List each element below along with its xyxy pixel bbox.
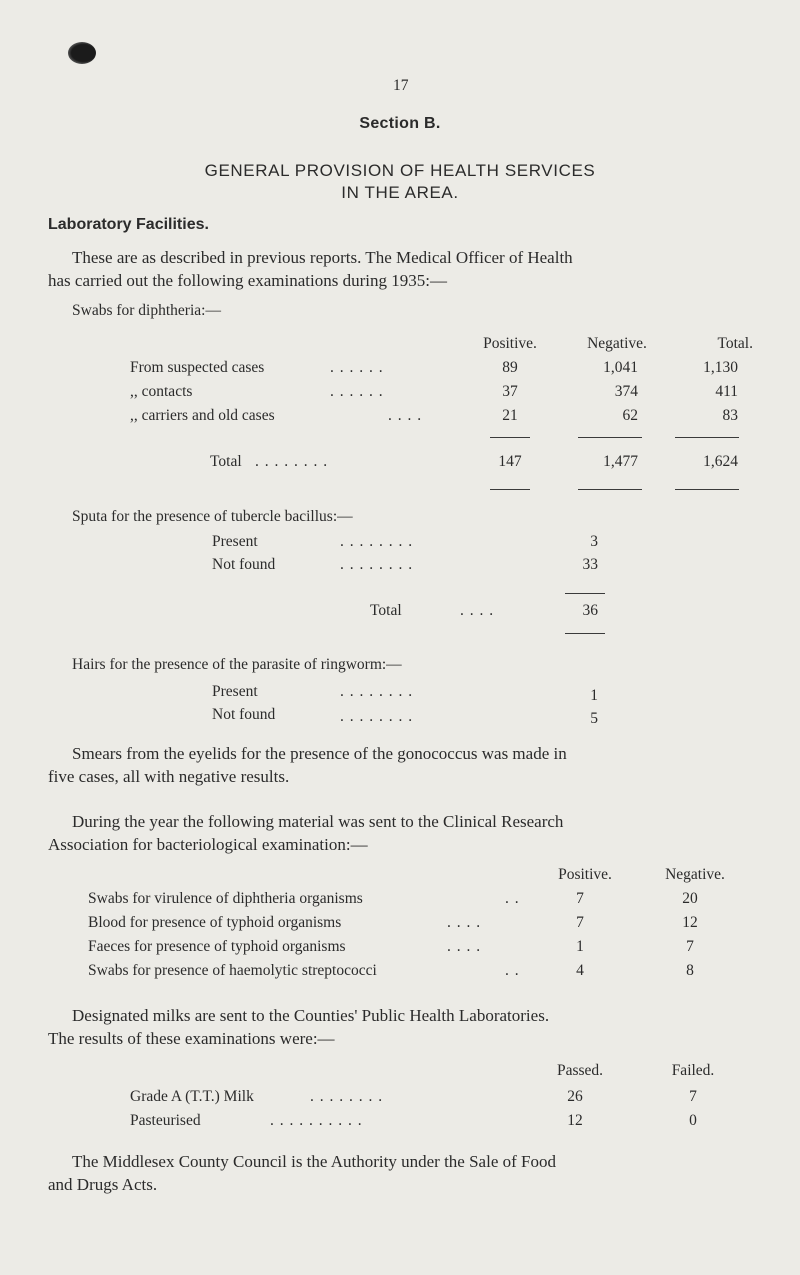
value: 36 <box>582 602 598 619</box>
failed-value: 0 <box>689 1112 697 1129</box>
negative-value: 20 <box>682 890 698 907</box>
dot-leader: . . . . . . <box>330 383 384 400</box>
row-label: Not found <box>212 556 276 573</box>
subheading-laboratory: Laboratory Facilities. <box>48 216 209 233</box>
row-label: ,, contacts <box>130 383 193 400</box>
negative-value: 7 <box>686 938 694 955</box>
page-title-line2: IN THE AREA. <box>341 183 459 202</box>
row-label: Not found <box>212 706 276 723</box>
milk-line2: The results of these examinations were:— <box>48 1029 335 1048</box>
row-label: Swabs for virulence of diphtheria organisms <box>88 890 363 907</box>
dot-leader: . . <box>505 890 520 907</box>
negative-value: 12 <box>682 914 698 931</box>
row-label: From suspected cases <box>130 359 265 376</box>
diphtheria-heading: Swabs for diphtheria:— <box>72 302 221 319</box>
closing-line1: The Middlesex County Council is the Authority under the Sale of Food <box>72 1152 556 1171</box>
failed-value: 7 <box>689 1088 697 1105</box>
rule <box>578 489 642 490</box>
negative-value: 1,041 <box>603 359 638 376</box>
dot-leader: . . <box>505 962 520 979</box>
total-label: Total <box>370 602 402 619</box>
row-label: Pasteurised <box>130 1112 201 1129</box>
dot-leader: . . . . . . . . <box>255 453 329 470</box>
passed-value: 26 <box>567 1088 583 1105</box>
total-value: 83 <box>722 407 738 424</box>
positive-value: 147 <box>498 453 522 470</box>
intro-line2: has carried out the following examinations during 1935:— <box>48 271 447 290</box>
col-passed: Passed. <box>556 1062 604 1079</box>
row-label: Swabs for presence of haemolytic streptococci <box>88 962 377 979</box>
col-total: Total. <box>717 335 753 352</box>
dot-leader: . . . . <box>447 914 482 931</box>
rule <box>490 489 530 490</box>
value: 1 <box>590 687 598 704</box>
col-negative: Negative. <box>665 866 725 883</box>
dot-leader: . . . . . . . . . . <box>270 1112 363 1129</box>
col-positive: Positive. <box>483 335 537 352</box>
page-number: 17 <box>393 77 409 94</box>
positive-value: 1 <box>576 938 584 955</box>
dot-leader: . . . . . . . . <box>340 683 414 700</box>
sputa-heading: Sputa for the presence of tubercle bacillus:— <box>72 508 353 525</box>
rule <box>565 593 605 594</box>
positive-value: 4 <box>576 962 584 979</box>
negative-value: 62 <box>622 407 638 424</box>
rule <box>565 633 605 634</box>
ink-blot <box>68 42 96 64</box>
intro-line1: These are as described in previous reports. The Medical Officer of Health <box>72 248 573 267</box>
section-heading: Section B. <box>359 115 441 132</box>
value: 3 <box>590 533 598 550</box>
row-label: Present <box>212 533 258 550</box>
milk-line1: Designated milks are sent to the Counties' Public Health Laboratories. <box>72 1006 550 1025</box>
positive-value: 89 <box>502 359 518 376</box>
dot-leader: . . . . <box>447 938 482 955</box>
positive-value: 7 <box>576 890 584 907</box>
row-label: ,, carriers and old cases <box>130 407 275 424</box>
col-failed: Failed. <box>671 1062 715 1079</box>
clinical-line1: During the year the following material was sent to the Clinical Research <box>72 812 564 831</box>
hairs-heading: Hairs for the presence of the parasite of ringworm:— <box>72 656 402 673</box>
closing-line2: and Drugs Acts. <box>48 1175 158 1194</box>
rule <box>675 437 739 438</box>
passed-value: 12 <box>567 1112 583 1129</box>
total-value: 411 <box>715 383 738 400</box>
clinical-line2: Association for bacteriological examination:— <box>48 835 368 854</box>
row-label: Present <box>212 683 258 700</box>
positive-value: 7 <box>576 914 584 931</box>
negative-value: 8 <box>686 962 694 979</box>
col-negative: Negative. <box>587 335 647 352</box>
dot-leader: . . . . . . . . <box>340 533 414 550</box>
row-label: Faeces for presence of typhoid organisms <box>88 938 346 955</box>
rule <box>578 437 642 438</box>
negative-value: 1,477 <box>603 453 638 470</box>
dot-leader: . . . . . . . . <box>310 1088 384 1105</box>
row-label: Blood for presence of typhoid organisms <box>88 914 342 931</box>
dot-leader: . . . . <box>388 407 423 424</box>
dot-leader: . . . . <box>460 602 495 619</box>
rule <box>490 437 530 438</box>
rule <box>675 489 739 490</box>
negative-value: 374 <box>614 383 638 400</box>
total-value: 1,624 <box>703 453 738 470</box>
value: 33 <box>582 556 598 573</box>
positive-value: 21 <box>502 407 518 424</box>
positive-value: 37 <box>502 383 518 400</box>
dot-leader: . . . . . . . . <box>340 556 414 573</box>
row-label: Grade A (T.T.) Milk <box>130 1088 254 1105</box>
smears-line1: Smears from the eyelids for the presence of the gonococcus was made in <box>72 744 567 763</box>
value: 5 <box>590 710 598 727</box>
smears-line2: five cases, all with negative results. <box>48 767 290 786</box>
dot-leader: . . . . . . <box>330 359 384 376</box>
page-title-line1: GENERAL PROVISION OF HEALTH SERVICES <box>204 161 596 180</box>
total-value: 1,130 <box>703 359 738 376</box>
dot-leader: . . . . . . . . <box>340 708 414 725</box>
col-positive: Positive. <box>558 866 612 883</box>
total-label: Total <box>210 453 242 470</box>
